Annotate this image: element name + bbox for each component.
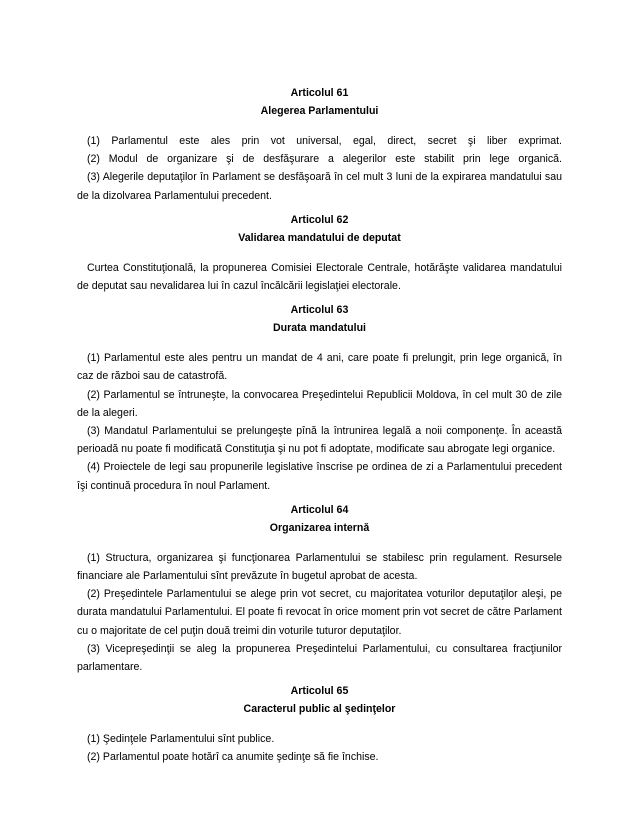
paragraph: (1) Parlamentul este ales pentru un mandat de 4 ani, care poate fi prelungit, prin lege organică, în caz de război sau de catastrofă. <box>77 352 562 383</box>
paragraph: (3) Alegerile deputaţilor în Parlament se desfăşoară în cel mult 3 luni de la expirarea mandatului sau de la dizolvarea Parlamentului precedent. <box>77 171 562 202</box>
paragraph: (2) Parlamentul poate hotărî ca anumite şedinţe să fie închise. <box>87 751 379 764</box>
spacer <box>77 718 562 730</box>
article-title: Organizarea internă <box>269 521 370 534</box>
spacer <box>77 537 562 549</box>
document-body <box>77 84 562 767</box>
article-title: Durata mandatului <box>272 322 366 335</box>
article-title: Validarea mandatului de deputat <box>238 231 401 244</box>
paragraph: (3) Mandatul Parlamentului se prelungeşte pînă la întrunirea legală a noii componenţe. În această perioadă nu poate fi modificată Constituţia şi nu pot fi adoptate, modificate sau abrogate legi organice. <box>77 425 562 456</box>
spacer <box>77 247 562 259</box>
article-title: Alegerea Parlamentului <box>260 105 379 117</box>
paragraph: (4) Proiectele de legi sau propunerile legislative înscrise pe ordinea de zi a Parlamentului precedent îşi continuă procedura în noul Parlament. <box>77 461 562 492</box>
paragraph: (3) Vicepreşedinţii se aleg la propunerea Preşedintelui Parlamentului, cu consultarea fracţiunilor parlamentare. <box>77 642 562 674</box>
article-62 <box>77 211 562 295</box>
article-63 <box>77 301 562 495</box>
article-number: Articolul 62 <box>290 213 349 226</box>
article-title: Caracterul public al şedinţelor <box>243 703 396 716</box>
paragraph: (1) Parlamentul este ales prin vot universal, egal, direct, secret şi liber exprimat. <box>87 135 562 147</box>
paragraph: Curtea Constituţională, la propunerea Comisiei Electorale Centrale, hotărăşte validarea mandatului de deputat sau nevalidarea lui în cazul încălcării legislaţiei electorale. <box>77 261 562 293</box>
paragraph: (1) Şedinţele Parlamentului sînt publice. <box>87 733 275 746</box>
article-61 <box>77 84 562 205</box>
spacer <box>77 337 562 349</box>
article-64 <box>77 501 562 676</box>
article-number: Articolul 63 <box>290 304 349 317</box>
article-65 <box>77 682 562 766</box>
paragraph: (1) Structura, organizarea şi funcţionarea Parlamentului se stabilesc prin regulament. Resursele financiare ale Parlamentului sînt prevăzute în bugetul aprobat de acesta. <box>77 551 562 583</box>
paragraph: (2) Modul de organizare şi de desfăşurare a alegerilor este stabilit prin lege organică. <box>87 153 562 166</box>
spacer <box>77 120 562 132</box>
paragraph: (2) Preşedintele Parlamentului se alege prin vot secret, cu majoritatea voturilor deputaţilor aleşi, pe durata mandatului Parlamentului. El poate fi revocat în orice moment prin vot secret de către Parlament cu o majoritate de cel puţin două treimi din voturile tuturor deputaţilor. <box>77 588 562 637</box>
article-number: Articolul 64 <box>290 503 349 516</box>
article-number: Articolul 61 <box>290 87 349 99</box>
paragraph: (2) Parlamentul se întruneşte, la convocarea Preşedintelui Republicii Moldova, în cel mult 30 de zile de la alegeri. <box>77 388 562 419</box>
article-number: Articolul 65 <box>290 685 349 698</box>
